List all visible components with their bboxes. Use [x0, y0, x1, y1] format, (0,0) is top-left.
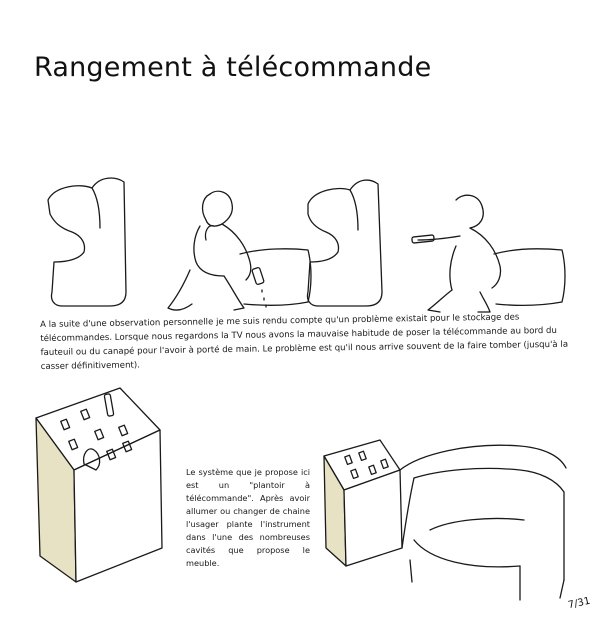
proposal-paragraph: Le système que je propose ici est un "plantoir à télécommande". Après avoir allumer ou changer de chaine l'usager plante l'instrument dans l'une des nombreuses cavités que propose le meuble.	[186, 467, 310, 568]
armchair-sketch-2	[307, 180, 382, 306]
remote-planter-furniture-sketch	[36, 388, 162, 582]
armchair-sketch-1	[48, 178, 126, 306]
planter-beside-armchair-sketch	[324, 440, 566, 600]
page-title: Rangement à télécommande	[34, 52, 432, 83]
page-number: 7/31	[567, 595, 592, 612]
intro-paragraph: A la suite d'une observation personnelle je me suis rendu compte qu'un problème existait pour le stockage des télécommandes. Lorsque nous regardons la TV nous avons la mauvaise habitude de poser la télécommande au bord du fauteuil ou du canapé pour l'avoir à porté de main. Le problème est qu'il nous arrive souvent de la faire tomber (jusqu'à la casser définitivement).	[40, 312, 569, 372]
sitting-person-sketch-1	[168, 191, 311, 310]
sitting-person-with-remote-sketch	[412, 195, 565, 312]
